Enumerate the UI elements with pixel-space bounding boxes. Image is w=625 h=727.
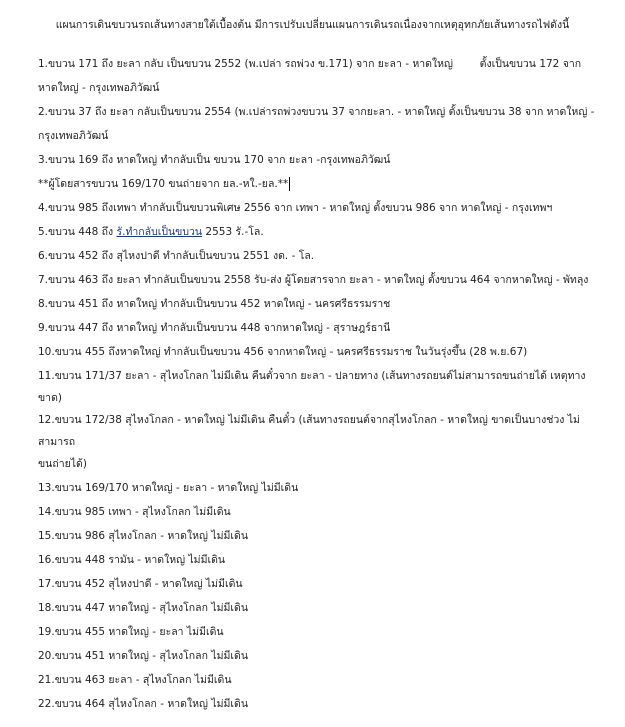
list-item-line: 11.ขบวน 171/37 ยะลา - สุไหงโกลก ไม่มีเดิน คืนตั๋วจาก ยะลา - ปลายทาง (เส้นทางรถยนต์ไม่สามารถขนถ่ายได้ เหตุทางขาด) — [38, 370, 586, 404]
list-item-line: 19.ขบวน 455 หาดใหญ่ - ยะลา ไม่มีเดิน — [38, 626, 224, 638]
list-item-note[interactable] — [38, 173, 598, 197]
list-item-line: 9.ขบวน 447 ถึง หาดใหญ่ ทำกลับเป็นขบวน 448 จากหาดใหญ่ - สุราษฎร์ธานี — [38, 322, 391, 334]
list-item-line: 6.ขบวน 452 ถึง สุไหงปาดี ทำกลับเป็นขบวน 2551 งด. - โล. — [38, 250, 315, 262]
train-schedule-list — [38, 53, 598, 717]
list-item-line: 22.ขบวน 464 สุไหงโกลก - หาดใหญ่ ไม่มีเดิน — [38, 698, 248, 710]
list-item-line: 17.ขบวน 452 สุไหงปาดี - หาดใหญ่ ไม่มีเดิน — [38, 578, 243, 590]
list-item-line: หาดใหญ่ - กรุงเทพอภิวัฒน์ — [38, 82, 160, 94]
list-item-line: 8.ขบวน 451 ถึง หาดใหญ่ ทำกลับเป็นขบวน 452 หาดใหญ่ - นครศรีธรรมราช — [38, 298, 391, 310]
item5-underlined-text: รั.ทำกลับเป็นขบวน — [116, 226, 203, 238]
note-text: **ผู้โดยสารขบวน 169/170 ขนถ่ายจาก ยล.-หใ.-ยล.** — [38, 178, 289, 190]
list-item-line: 10.ขบวน 455 ถึงหาดใหญ่ ทำกลับเป็นขบวน 456 จากหาดใหญ่ - นครศรีธรรมราช ในวันรุ่งขึ้น (28 พ.ย.67) — [38, 346, 528, 358]
list-item-line: 2.ขบวน 37 ถึง ยะลา กลับเป็นขบวน 2554 (พ.เปล่ารถพ่วงขบวน 37 จากยะลา. - หาดใหญ่ ตั้งเป็นขบวน 38 จาก หาดใหญ่ - — [38, 106, 595, 118]
item5-text: 5.ขบวน 448 ถึง — [38, 226, 117, 238]
list-item-line: ขนถ่ายได้) — [38, 458, 87, 470]
text-cursor — [289, 177, 290, 191]
list-item-line: 15.ขบวน 986 สุไหงโกลก - หาดใหญ่ ไม่มีเดิน — [38, 530, 248, 542]
list-item-line: 4.ขบวน 985 ถึงเทพา ทำกลับเป็นขบวนพิเศษ 2556 จาก เทพา - หาดใหญ่ ตั้งขบวน 986 จาก หาดใหญ่ - กรุงเทพฯ — [38, 202, 553, 214]
list-item-line: 13.ขบวน 169/170 หาดใหญ่ - ยะลา - หาดใหญ่ ไม่มีเดิน — [38, 482, 299, 494]
list-item-line: 7.ขบวน 463 ถึง ยะลา ทำกลับเป็นขบวน 2558 รับ-ส่ง ผู้โดยสารจาก ยะลา - หาดใหญ่ ตั้งขบวน 464 จากหาดใหญ่ - พัทลุง — [38, 274, 589, 286]
list-item-line — [38, 221, 598, 245]
list-item-line: 18.ขบวน 447 หาดใหญ่ - สุไหงโกลก ไม่มีเดิน — [38, 602, 248, 614]
list-item-line: 16.ขบวน 448 รามัน - หาดใหญ่ ไม่มีเดิน — [38, 554, 226, 566]
item5-rest: 2553 รั.-โล. — [202, 226, 264, 238]
list-item-line: 20.ขบวน 451 หาดใหญ่ - สุไหงโกลก ไม่มีเดิน — [38, 650, 248, 662]
list-item-line: 1.ขบวน 171 ถึง ยะลา กลับ เป็นขบวน 2552 (พ.เปล่า รถพ่วง ข.171) จาก ยะลา - หาดใหญ่ ตั้งเป็นขบวน 172 จาก — [38, 58, 582, 70]
list-item-line: 3.ขบวน 169 ถึง หาดใหญ่ ทำกลับเป็น ขบวน 170 จาก ยะลา -กรุงเทพอภิวัฒน์ — [38, 154, 391, 166]
list-item-line: 12.ขบวน 172/38 สุไหงโกลก - หาดใหญ่ ไม่มีเดิน คืนตั๋ว (เส้นทางรถยนต์จากสุไหงโกลก - หาดใหญ่ ขาดเป็นบางช่วง ไม่สามารถ — [38, 414, 580, 448]
list-item-line: 21.ขบวน 463 ยะลา - สุไหงโกลก ไม่มีเดิน — [38, 674, 232, 686]
list-item-line: กรุงเทพอภิวัฒน์ — [38, 130, 109, 142]
list-item-line: 14.ขบวน 985 เทพา - สุไหงโกลก ไม่มีเดิน — [38, 506, 231, 518]
document-title: แผนการเดินขบวนรถเส้นทางสายใต้เบื้องต้น มีการเปรับเปลี่ยนแผนการเดินรถเนื่องจากเหตุอุทกภัยเส้นทางรถไฟดังนี้ — [55, 19, 570, 31]
